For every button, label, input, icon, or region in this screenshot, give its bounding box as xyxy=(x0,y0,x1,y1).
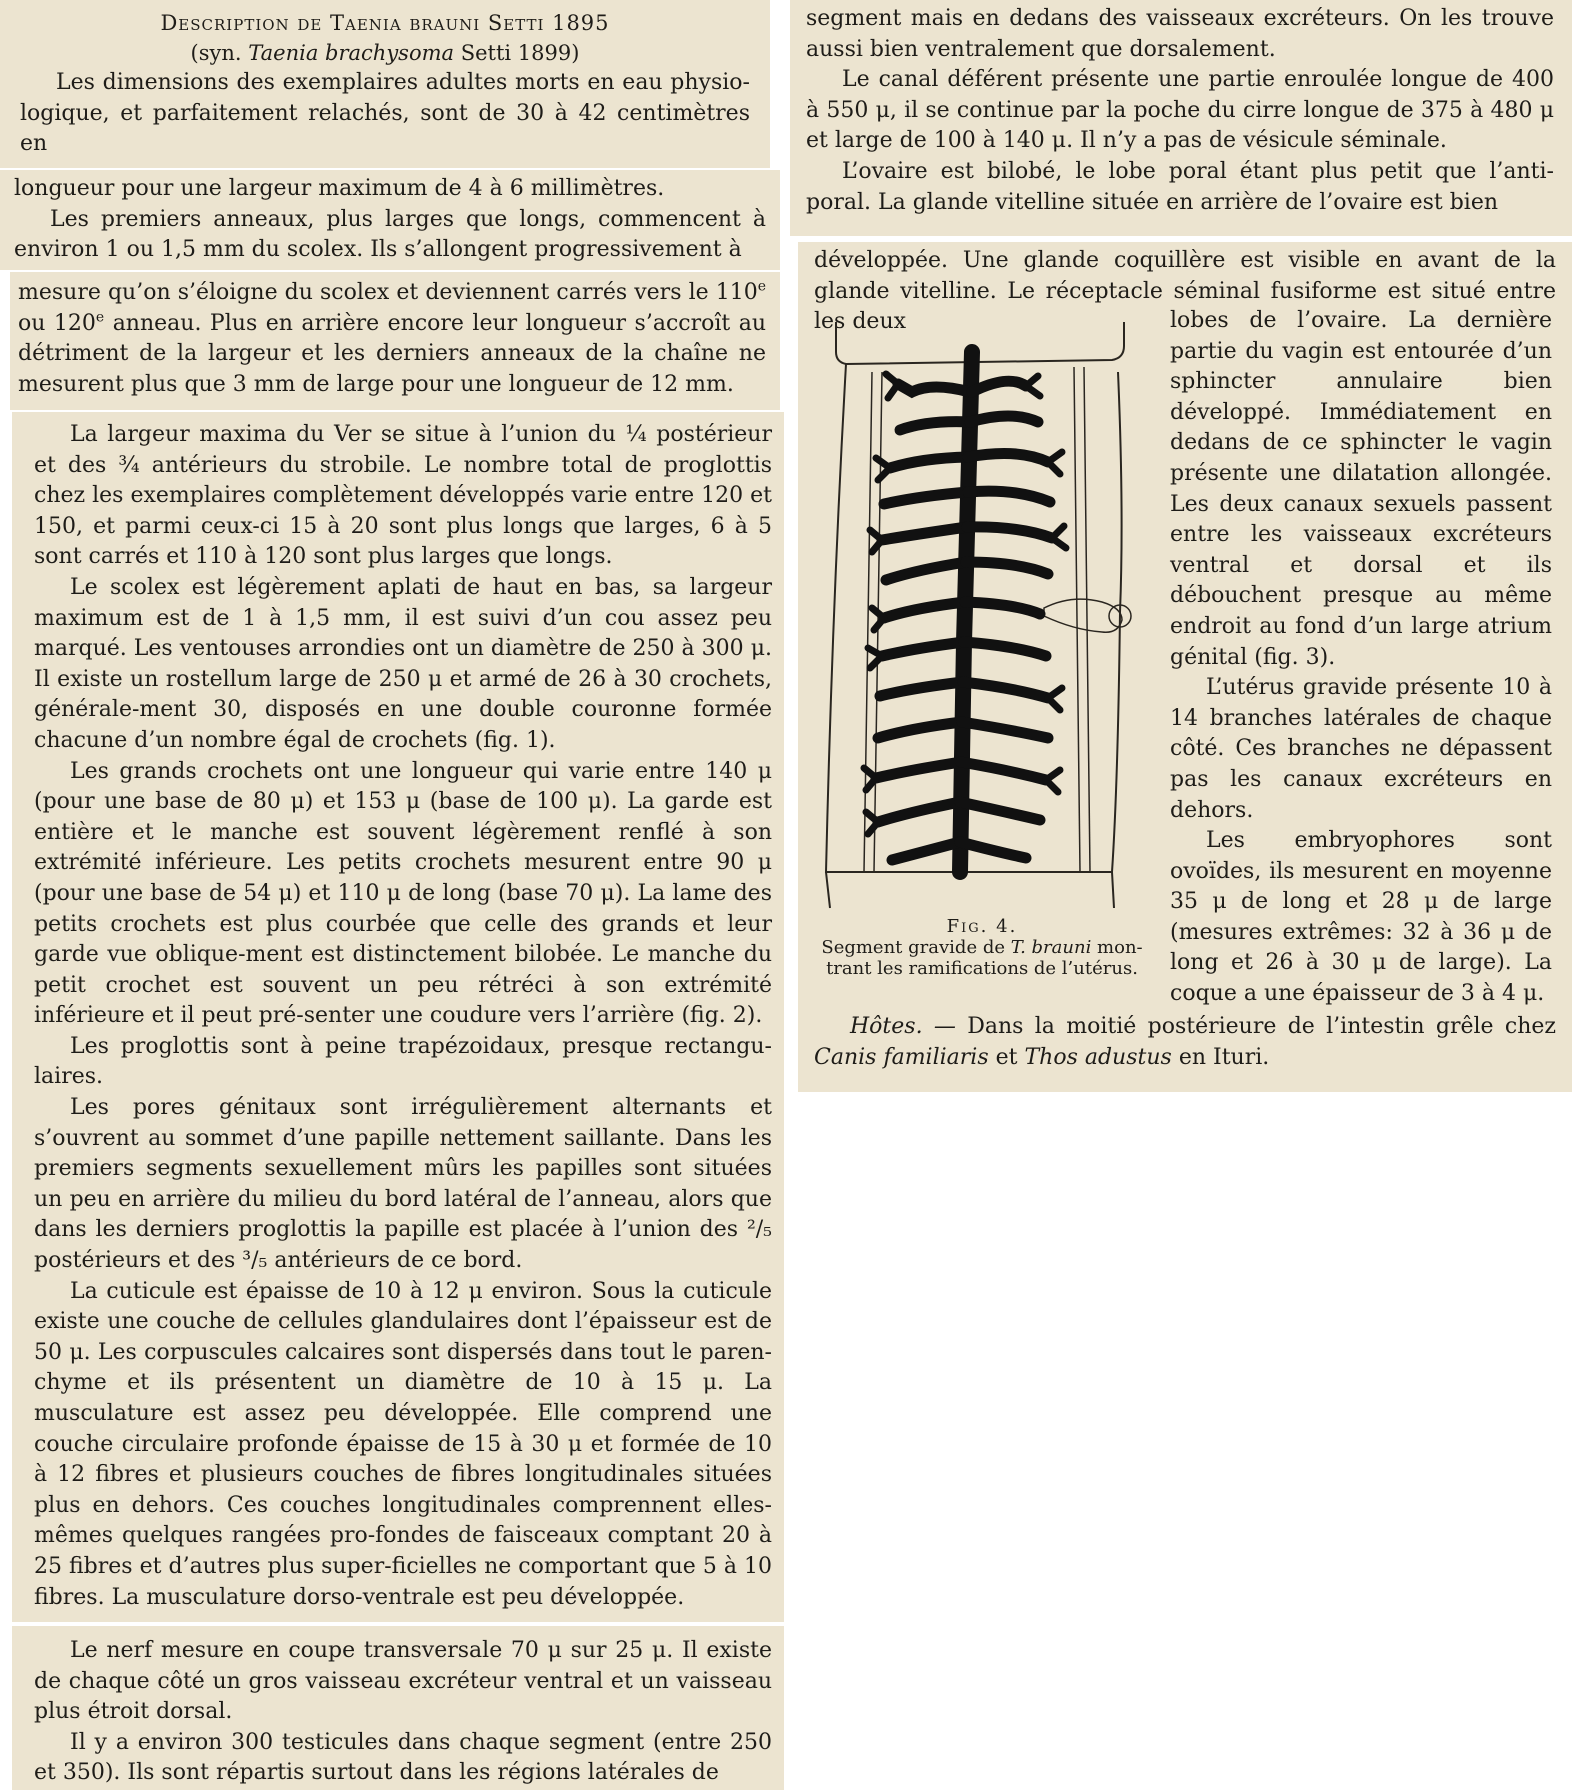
left-paragraph-5: La largeur maxima du Ver se situe à l’union du ¼ postérieur et des ¾ antérieurs du strobile. Le nombre total de proglottis chez les exemplaires complètement développés varie entre 120 et 150, et parmi ceux-ci 15 à 20 sont plus longs que larges, 6 à 5 sont carrés et 110 à 120 sont plus larges que longs. xyxy=(34,422,772,570)
right-paragraph-3: L’ovaire est bilobé, le lobe poral étant plus petit que l’anti-poral. La glande vitelline située en arrière de l’ovaire est bien xyxy=(806,158,1554,215)
segment-outline xyxy=(836,322,1124,364)
section-subtitle: (syn. Taenia brachysoma Setti 1899) xyxy=(190,41,580,65)
figure-caption xyxy=(812,916,1152,979)
figure-label: Fig. 4. xyxy=(946,916,1018,937)
right-paragraph-6: Les embryophores sont ovoïdes, ils mesurent en moyenne 35 μ de long et 28 μ de large (mesures extrêmes: 32 à 36 μ de long et 26 à 30 μ de large). La coque a une épaisseur de 3 à 4 μ. xyxy=(1170,828,1552,1007)
right-clip-1 xyxy=(790,0,1572,236)
left-paragraph-1: Les dimensions des exemplaires adultes morts en eau physio-logique, et parfaitement relachés, sont de 30 à 42 centimètres en xyxy=(20,70,750,157)
right-paragraph-4: développée. Une glande coquillère est visible en avant de la glande vitelline. Le réceptacle séminal fusiforme est situé entre les deux xyxy=(814,248,1556,335)
figure-4 xyxy=(812,312,1152,1012)
left-clip-3 xyxy=(10,272,780,410)
right-paragraph-2: Le canal déférent présente une partie enroulée longue de 400 à 550 μ, il se continue par la poche du cirre longue de 375 à 480 μ et large de 100 à 140 μ. Il n’y a pas de vésicule séminale. xyxy=(806,67,1554,154)
figure-caption-text: Segment gravide de T. brauni mon-trant les ramifications de l’utérus. xyxy=(821,937,1143,979)
right-paragraph-1: segment mais en dedans des vaisseaux excréteurs. On les trouve aussi bien ventralement que dorsalement. xyxy=(806,6,1554,62)
left-paragraph-4: mesure qu’on s’éloigne du scolex et deviennent carrés vers le 110e ou 120e anneau. Plus en arrière encore leur longueur s’accroît au détriment de la largeur et les derniers anneaux de la chaîne ne mesurent plus que 3 mm de large pour une longueur de 12 mm. xyxy=(18,278,766,397)
left-paragraph-12: Il y a environ 300 testicules dans chaque segment (entre 250 et 350). Ils sont répartis surtout dans les régions latérales de xyxy=(34,1729,772,1786)
right-paragraph-5: L’utérus gravide présente 10 à 14 branches latérales de chaque côté. Ces branches ne dépassent pas les canaux excréteurs en dehors. xyxy=(1170,675,1552,823)
left-paragraph-2: longueur pour une largeur maximum de 4 à 6 millimètres. xyxy=(14,176,665,201)
right-paragraph-7: Hôtes. — Dans la moitié postérieure de l’intestin grêle chez Canis familiaris et Thos adustus en Ituri. xyxy=(814,1014,1556,1070)
left-clip-1 xyxy=(0,0,770,168)
right-hosts-paragraph-wrap xyxy=(798,1008,1572,1092)
left-paragraph-10: La cuticule est épaisse de 10 à 12 μ environ. Sous la cuticule existe une couche de cellules glandulaires dont l’épaisseur est de 50 μ. Les corpuscules calcaires sont dispersés dans tout le paren-chyme et ils présentent un diamètre de 10 à 15 μ. La musculature est assez peu développée. Elle comprend une couche circulaire profonde épaisse de 15 à 30 μ et formée de 10 à 12 fibres et plusieurs couches de fibres longitudinales situées plus en dehors. Ces couches longitudinales comprennent elles-mêmes quelques rangées pro-fondes de faisceaux comptant 20 à 25 fibres et d’autres plus super-ficielles ne comportant que 5 à 10 fibres. La musculature dorso-ventrale est peu développée. xyxy=(34,1278,772,1610)
section-title: Description de Taenia brauni Setti 1895 xyxy=(160,11,610,35)
uterus-stem xyxy=(960,352,972,872)
left-clip-2 xyxy=(0,170,780,270)
left-paragraph-8: Les proglottis sont à peine trapézoidaux, presque rectangu-laires. xyxy=(34,1033,772,1090)
left-clip-5 xyxy=(12,1626,784,1790)
left-paragraph-3: Les premiers anneaux, plus larges que longs, commencent à environ 1 ou 1,5 mm du scolex. Ils s’allongent progressivement à xyxy=(14,206,766,263)
genital-atrium xyxy=(1044,599,1122,632)
left-clip-4 xyxy=(12,412,784,1622)
left-paragraph-11: Le nerf mesure en coupe transversale 70 μ sur 25 μ. Il existe de chaque côté un gros vaisseau excréteur ventral et un vaisseau plus étroit dorsal. xyxy=(34,1638,772,1725)
left-paragraph-9: Les pores génitaux sont irrégulièrement alternants et s’ouvrent au sommet d’une papille nettement saillante. Dans les premiers segments sexuellement mûrs les papilles sont situées un peu en arrière du milieu du bord latéral de l’anneau, alors que dans les derniers proglottis la papille est placée à l’union des ²/₅ postérieurs et des ³/₅ antérieurs de ce bord. xyxy=(34,1095,772,1274)
left-paragraph-6: Le scolex est légèrement aplati de haut en bas, sa largeur maximum est de 1 à 1,5 mm, il est suivi d’un cou assez peu marqué. Les ventouses arrondies ont un diamètre de 250 à 300 μ. Il existe un rostellum large de 250 μ et armé de 26 à 30 crochets, générale-ment 30, disposés en une double couronne formée chacune d’un nombre égal de crochets (fig. 1). xyxy=(34,574,772,753)
right-wrap-column xyxy=(1160,306,1562,1090)
gravid-segment-drawing xyxy=(812,312,1152,912)
left-paragraph-7: Les grands crochets ont une longueur qui varie entre 140 μ (pour une base de 80 μ) et 153 μ (base de 100 μ). La garde est entière et le manche est souvent légèrement renflé à son extrémité inférieure. Les petits crochets mesurent entre 90 μ (pour une base de 54 μ) et 110 μ de long (base 70 μ). La lame des petits crochets est plus courbée que celle des grands et leur garde vue oblique-ment est distinctement bilobée. Le manche du petit crochet est souvent un peu rétréci à son extrémité inférieure et il peut pré-senter une coudure vers l’arrière (fig. 2). xyxy=(34,758,772,1029)
right-paragraph-4-continued: lobes de l’ovaire. La dernière partie du vagin est entourée d’un sphincter annulaire bien développé. Immédiatement en dedans de ce sphincter le vagin présente une dilatation allongée. Les deux canaux sexuels passent entre les vaisseaux excréteurs ventral et dorsal et ils débouchent presque au même endroit au fond d’un large atrium génital (fig. 3). xyxy=(1170,308,1552,670)
